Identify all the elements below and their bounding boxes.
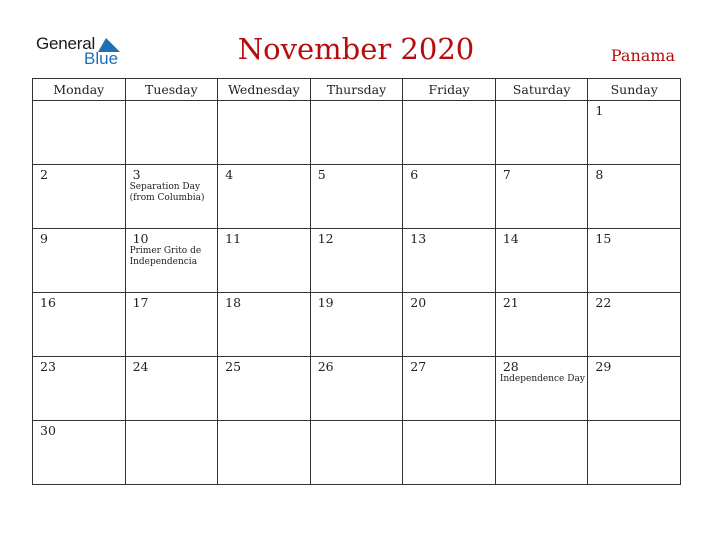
day-number: 9 [40, 231, 48, 246]
day-cell [218, 165, 311, 229]
day-cell [218, 357, 311, 421]
day-number: 2 [40, 167, 48, 182]
day-cell [403, 101, 496, 165]
week-row [33, 101, 681, 165]
week-row [33, 357, 681, 421]
day-number: 24 [132, 359, 149, 374]
day-number: 4 [225, 167, 234, 182]
day-number: 1 [595, 103, 604, 118]
day-number: 22 [595, 295, 612, 310]
day-cell [588, 229, 681, 293]
day-number: 26 [317, 359, 334, 374]
day-cell [218, 421, 311, 485]
day-cell [310, 421, 403, 485]
day-cell [588, 165, 681, 229]
day-number: 17 [132, 295, 149, 310]
day-cell [218, 293, 311, 357]
day-cell [495, 101, 588, 165]
day-number: 6 [410, 167, 419, 182]
country-label: Panama [610, 46, 675, 65]
day-number: 13 [410, 231, 427, 246]
day-cell [495, 165, 588, 229]
day-cell [310, 293, 403, 357]
weekday-header-row [33, 79, 681, 101]
day-cell [310, 101, 403, 165]
day-number: 10 [132, 231, 149, 246]
day-cell [403, 293, 496, 357]
week-row [33, 293, 681, 357]
week-row [33, 229, 681, 293]
day-number: 20 [410, 295, 427, 310]
weekday-header: Wednesday [218, 79, 311, 101]
day-cell [310, 165, 403, 229]
day-number: 19 [317, 295, 334, 310]
day-cell [588, 421, 681, 485]
day-number: 29 [595, 359, 612, 374]
day-number: 23 [40, 359, 56, 374]
day-cell [495, 357, 588, 421]
week-row [33, 421, 681, 485]
day-cell [125, 165, 218, 229]
day-cell [403, 229, 496, 293]
weekday-header: Saturday [495, 79, 588, 101]
day-cell [310, 357, 403, 421]
day-number: 18 [225, 295, 242, 310]
day-number: 7 [502, 167, 511, 182]
day-cell [588, 101, 681, 165]
day-cell [588, 357, 681, 421]
day-number: 27 [410, 359, 427, 374]
weekday-header: Friday [403, 79, 496, 101]
weekday-header: Thursday [310, 79, 403, 101]
logo-general-text: General [36, 34, 96, 53]
day-cell [33, 357, 126, 421]
day-cell [33, 165, 126, 229]
day-cell [495, 229, 588, 293]
day-cell [588, 293, 681, 357]
day-cell [33, 293, 126, 357]
day-cell [33, 101, 126, 165]
weekday-header: Monday [33, 79, 126, 101]
holiday-label: Independence Day [499, 374, 585, 384]
holiday-label: Primer Grito de Independencia [129, 246, 202, 267]
holiday-label: Separation Day (from Columbia) [129, 182, 205, 203]
calendar-grid [32, 78, 681, 485]
day-number: 8 [595, 167, 604, 182]
day-cell [403, 165, 496, 229]
day-number: 15 [595, 231, 612, 246]
day-number: 12 [317, 231, 334, 246]
day-cell [125, 101, 218, 165]
day-cell [33, 421, 126, 485]
weekday-header: Tuesday [125, 79, 218, 101]
day-cell [218, 101, 311, 165]
page-title: November 2020 [237, 32, 475, 66]
day-number: 11 [225, 231, 242, 246]
day-cell [125, 421, 218, 485]
logo-blue-text: Blue [84, 49, 119, 68]
day-cell [218, 229, 311, 293]
day-cell [495, 421, 588, 485]
day-cell [495, 293, 588, 357]
day-number: 21 [502, 295, 519, 310]
day-cell [33, 229, 126, 293]
day-number: 30 [40, 423, 56, 438]
day-cell [403, 357, 496, 421]
weekday-header: Sunday [588, 79, 681, 101]
day-number: 25 [225, 359, 242, 374]
day-number: 14 [502, 231, 519, 246]
day-number: 28 [502, 359, 519, 374]
day-cell [125, 229, 218, 293]
day-cell [125, 357, 218, 421]
week-row [33, 165, 681, 229]
day-cell [310, 229, 403, 293]
day-cell [125, 293, 218, 357]
day-number: 3 [132, 167, 141, 182]
day-number: 5 [317, 167, 326, 182]
day-cell [403, 421, 496, 485]
day-number: 16 [40, 295, 56, 310]
